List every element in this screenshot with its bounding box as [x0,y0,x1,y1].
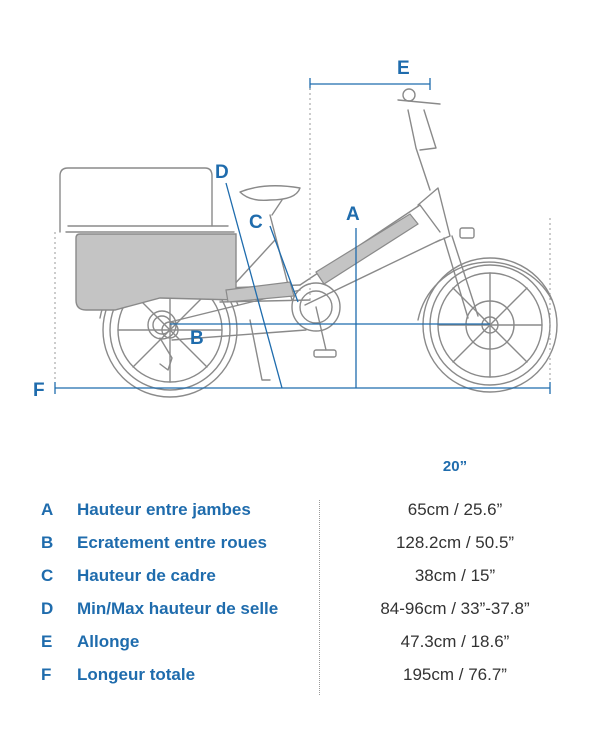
dim-label-D: D [215,162,229,183]
spec-letter: D [41,599,54,618]
spec-name: Longeur totale [77,665,196,684]
spec-name: Allonge [77,632,140,651]
spec-name: Min/Max hauteur de selle [77,599,279,618]
dim-label-C: C [249,212,263,233]
spec-row-A [0,492,600,525]
spec-letter: B [41,533,54,552]
dim-label-B: B [190,328,204,349]
spec-value: 84-96cm / 33”-37.8” [380,599,530,618]
spec-row-D [0,591,600,624]
spec-row-B [0,525,600,558]
size-column-header: 20” [442,458,468,475]
spec-row-E [0,624,600,657]
front-wheel [418,258,557,392]
spec-letter: A [41,500,54,519]
spec-table [0,492,600,690]
dim-label-A: A [346,204,360,225]
spec-value: 128.2cm / 50.5” [395,533,515,552]
battery-panel [316,214,418,284]
spec-letter: F [41,665,52,684]
dim-label-F: F [33,380,45,401]
spec-row-F [0,657,600,690]
cargo-panel [76,234,236,310]
spec-name: Hauteur de cadre [77,566,216,585]
spec-row-C [0,558,600,591]
dim-label-E: E [397,58,410,79]
cargo-rack [60,168,234,232]
spec-value: 65cm / 25.6” [407,500,503,519]
spec-value: 38cm / 15” [414,566,496,585]
spec-letter: E [41,632,53,651]
spec-name: Ecratement entre roues [77,533,267,552]
spec-letter: C [41,566,54,585]
spec-value: 195cm / 76.7” [403,665,507,684]
spec-value: 47.3cm / 18.6” [400,632,510,651]
spec-name: Hauteur entre jambes [77,500,251,519]
